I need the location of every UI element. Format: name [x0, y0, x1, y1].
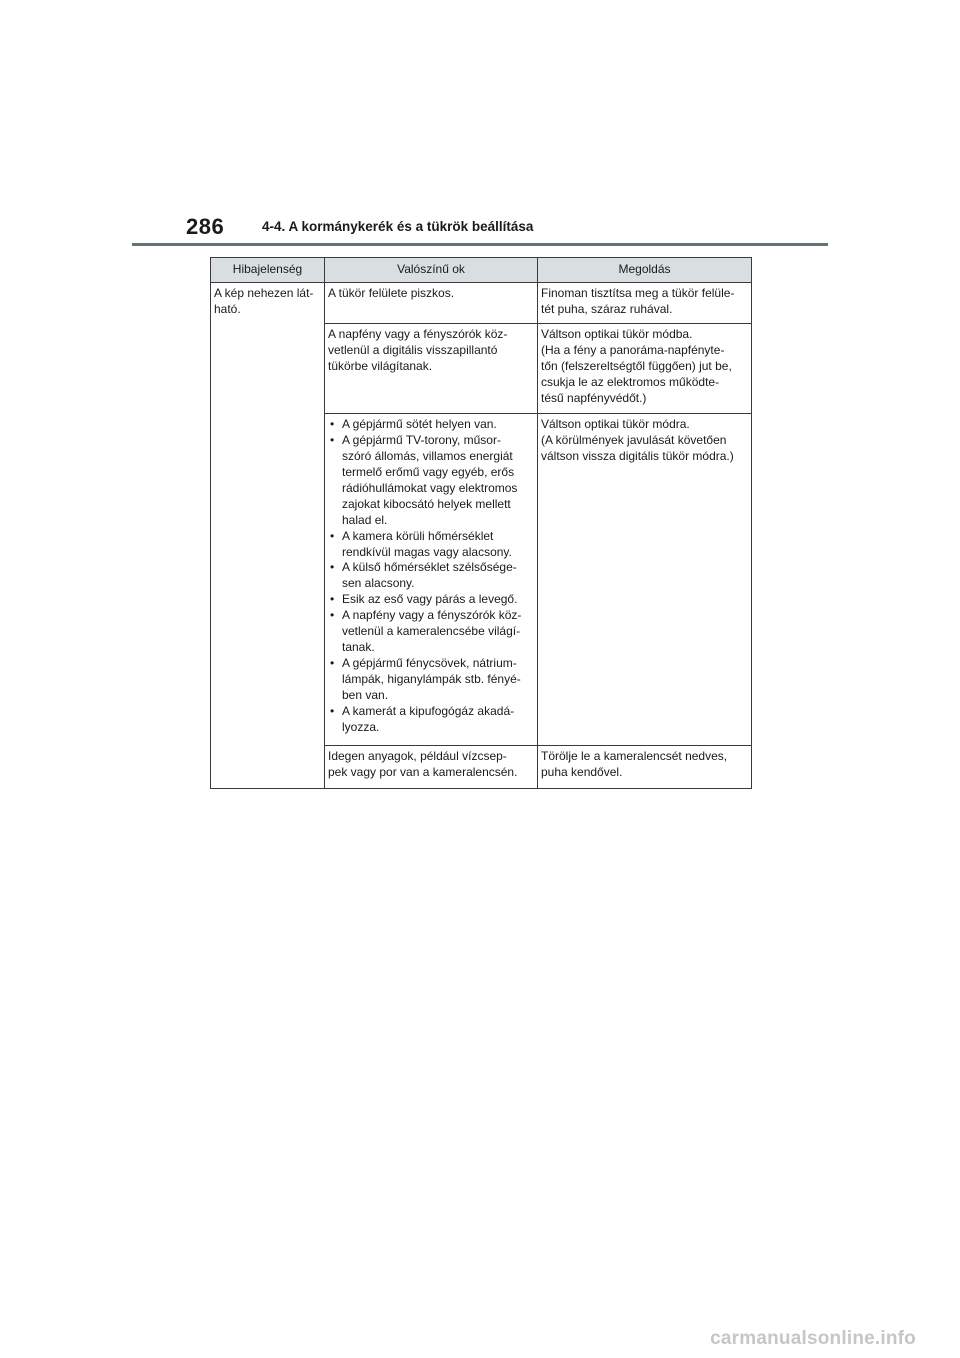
cause-cell: [325, 283, 538, 324]
solution-line: Váltson optikai tükör módba.: [541, 326, 693, 341]
cause-bullet-list: [328, 417, 534, 736]
cause-bullet-item: [328, 704, 534, 736]
column-header-symptom: Hibajelenség: [211, 258, 325, 283]
column-header-cause: Valószínű ok: [325, 258, 538, 283]
cause-bullet-item: [328, 529, 534, 561]
solution-line: (Ha a fény a panoráma-napfényte-: [541, 342, 725, 357]
header-divider: [132, 243, 828, 246]
symptom-line: A kép nehezen lát-: [214, 286, 314, 300]
cause-line: A napfény vagy a fényszórók köz-: [328, 326, 508, 341]
bullet-line: • A gépjármű TV-torony, műsor-: [342, 432, 501, 447]
solution-line: Váltson optikai tükör módra.: [541, 416, 690, 431]
cause-bullet-item: [328, 433, 534, 529]
cause-line: Idegen anyagok, például vízcsep-: [328, 748, 507, 763]
bullet-line: • A kamera körüli hőmérséklet: [342, 528, 494, 543]
bullet-line: rádióhullámokat vagy elektromos: [342, 480, 518, 495]
bullet-line: termelő erőmű vagy egyéb, erős: [342, 464, 515, 479]
bullet-line: • A napfény vagy a fényszórók köz-: [342, 608, 522, 623]
solution-line: puha kendővel.: [541, 764, 623, 779]
symptom-line: ható.: [214, 301, 241, 316]
solution-line: tésű napfényvédőt.): [541, 390, 647, 405]
bullet-line: halad el.: [342, 512, 388, 527]
solution-line: tőn (felszereltségtől függően) jut be,: [541, 358, 732, 373]
solution-line: váltson vissza digitális tükör módra.): [541, 448, 734, 463]
symptom-cell: [211, 283, 325, 789]
table-row: [211, 283, 752, 324]
cause-cell: [325, 323, 538, 413]
bullet-line: szóró állomás, villamos energiát: [342, 448, 513, 463]
cause-line: vetlenül a digitális visszapillantó: [328, 342, 498, 357]
cause-cell: [325, 413, 538, 745]
cause-line: A tükör felülete piszkos.: [328, 286, 455, 300]
solution-line: (A körülmények javulását követően: [541, 432, 727, 447]
cause-bullet-item: [328, 608, 534, 656]
cause-line: tükörbe világítanak.: [328, 358, 433, 373]
solution-cell: [538, 323, 752, 413]
bullet-line: vetlenül a kameralencsébe világí-: [342, 624, 521, 639]
cause-line: pek vagy por van a kameralencsén.: [328, 764, 518, 779]
solution-line: Finoman tisztítsa meg a tükör felüle-: [541, 286, 735, 300]
cause-bullet-item: [328, 592, 534, 608]
page-number: 286: [186, 214, 225, 239]
cause-cell: [325, 745, 538, 788]
bullet-line: • A külső hőmérséklet szélsősége-: [342, 560, 517, 575]
column-header-solution: Megoldás: [538, 258, 752, 283]
cause-bullet-item: [328, 656, 534, 704]
cause-bullet-item: [328, 560, 534, 592]
bullet-line: • A gépjármű fénycsövek, nátrium-: [342, 656, 517, 671]
solution-cell: [538, 283, 752, 324]
troubleshooting-table: [210, 257, 752, 789]
table-header-row: [211, 258, 752, 283]
solution-cell: [538, 745, 752, 788]
solution-line: csukja le az elektromos működte-: [541, 374, 720, 389]
bullet-line: lámpák, higanylámpák stb. fényé-: [342, 672, 521, 687]
solution-line: Törölje le a kameralencsét nedves,: [541, 748, 728, 763]
bullet-line: • A kamerát a kipufogógáz akadá-: [342, 704, 515, 719]
solution-cell: [538, 413, 752, 745]
watermark: carmanualsonline.info: [710, 1328, 916, 1349]
bullet-line: rendkívül magas vagy alacsony.: [342, 544, 512, 559]
bullet-line: ben van.: [342, 688, 389, 703]
bullet-line: lyozza.: [342, 720, 380, 735]
bullet-line: • A gépjármű sötét helyen van.: [342, 416, 497, 431]
bullet-line: • Esik az eső vagy párás a levegő.: [342, 592, 518, 607]
cause-bullet-item: [328, 417, 534, 433]
bullet-line: tanak.: [342, 640, 375, 655]
bullet-line: zajokat kibocsátó helyek mellett: [342, 496, 511, 511]
section-title: 4-4. A kormánykerék és a tükrök beállítása: [262, 219, 534, 234]
bullet-line: sen alacsony.: [342, 576, 415, 591]
solution-line: tét puha, száraz ruhával.: [541, 301, 673, 316]
